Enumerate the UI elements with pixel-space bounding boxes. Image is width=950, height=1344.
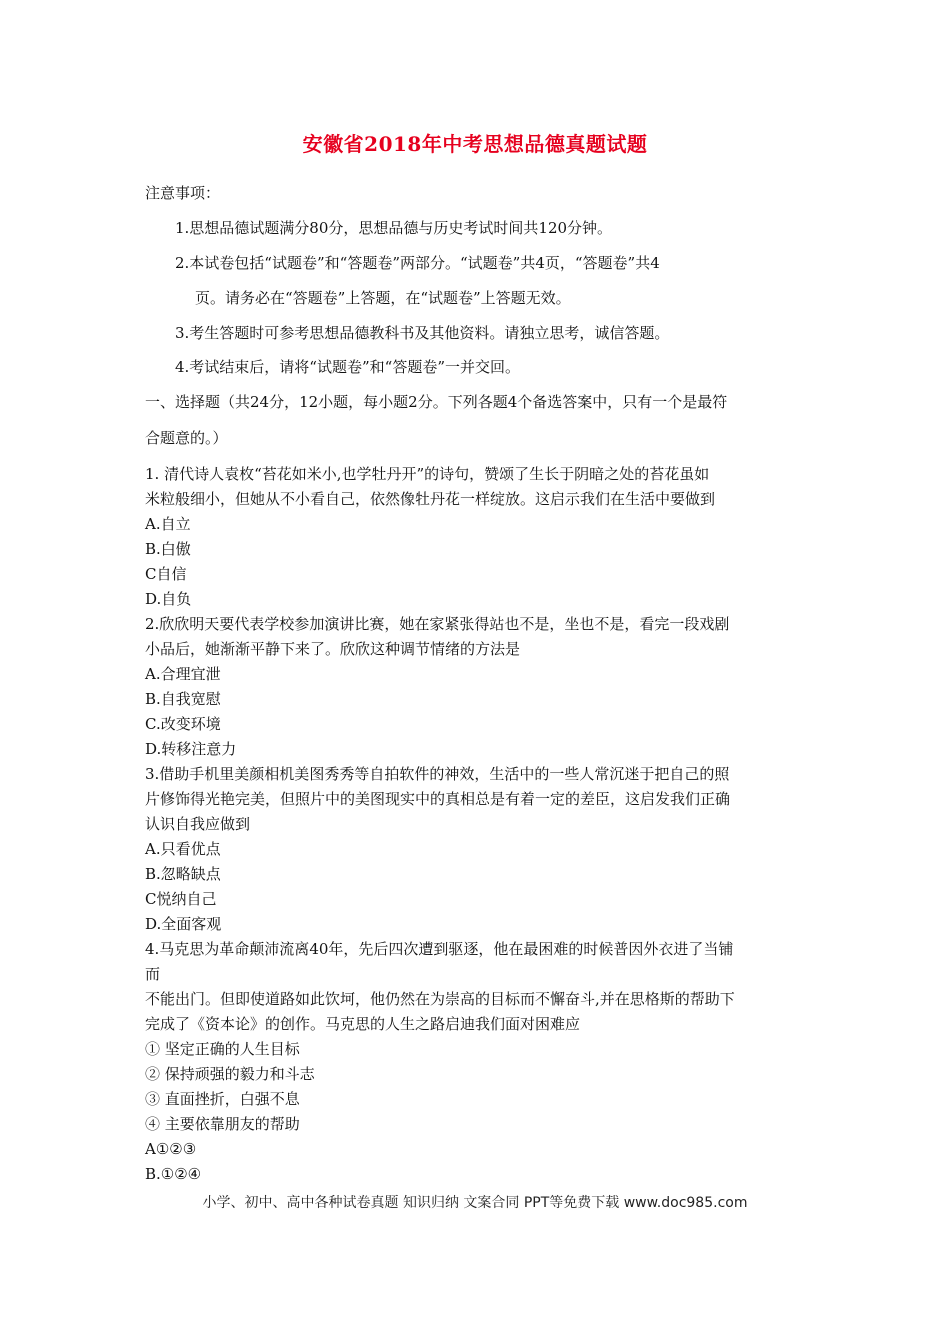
question-option: B.忽略缺点 [145, 865, 221, 883]
question-option: A①②③ [145, 1140, 197, 1158]
question-line: 4.马克思为革命颠沛流离40年，先后四次遭到驱逐，他在最困难的时候普因外衣进了当铺 [145, 940, 734, 958]
question-option: C悦纳自己 [145, 890, 217, 908]
question-option: D.全面客观 [145, 915, 222, 933]
question-option: D.转移注意力 [145, 740, 237, 758]
question-option: A.自立 [145, 515, 191, 533]
question-option: B.自我宽慰 [145, 690, 221, 708]
question-statement: ③ 直面挫折，白强不息 [145, 1090, 300, 1108]
notice-heading: 注意事项： [145, 184, 221, 202]
notice-item: 页。请务必在“答题卷”上答题，在“试题卷”上答题无效。 [195, 289, 571, 307]
question-option: B.白傲 [145, 540, 191, 558]
question-line: 2.欣欣明天要代表学校参加演讲比赛，她在家紧张得站也不是，坐也不是，看完一段戏剧 [145, 615, 730, 633]
notice-item: 1.思想品德试题满分80分，思想品德与历史考试时间共120分钟。 [175, 219, 613, 237]
question-option: D.自负 [145, 590, 192, 608]
question-line: 1. 清代诗人袁枚“苔花如米小,也学牡丹开”的诗句，赞颂了生长于阴暗之处的苔花虽如 [145, 465, 710, 483]
question-line: 认识自我应做到 [145, 815, 251, 833]
question-option: C自信 [145, 565, 187, 583]
question-statement: ④ 主要依靠朋友的帮助 [145, 1115, 300, 1133]
question-statement: ① 坚定正确的人生目标 [145, 1040, 300, 1058]
question-line: 3.借助手机里美颜相机美图秀秀等自拍软件的神效，生活中的一些人常沉迷于把自己的照 [145, 765, 730, 783]
section-heading-cont: 合题意的。） [145, 429, 228, 447]
question-option: C.改变环境 [145, 715, 221, 733]
question-line: 而 [145, 965, 161, 983]
question-line: 米粒般细小，但她从不小看自己，依然像牡丹花一样绽放。这启示我们在生活中要做到 [145, 490, 716, 508]
document-title: 安徽省2018年中考思想品德真题试题 [302, 132, 648, 156]
question-line: 完成了《资本论》的创作。马克思的人生之路启迪我们面对困难应 [145, 1015, 581, 1033]
question-line: 不能出门。但即使道路如此饮坷，他仍然在为崇高的目标而不懈奋斗,并在思格斯的帮助下 [145, 990, 735, 1008]
notice-item: 2.本试卷包括“试题卷”和“答题卷”两部分。“试题卷”共4页，“答题卷”共4 [175, 254, 660, 272]
question-option: A.只看优点 [145, 840, 221, 858]
page-footer: 小学、初中、高中各种试卷真题 知识归纳 文案合同 PPT等免费下载 www.doc985.com [202, 1195, 748, 1211]
section-heading: 一、选择题（共24分，12小题，每小题2分。下列各题4个备选答案中，只有一个是最符 [145, 393, 728, 411]
question-line: 片修饰得光艳完美，但照片中的美图现实中的真相总是有着一定的差臣，这启发我们正确 [145, 790, 731, 808]
question-statement: ② 保持顽强的毅力和斗志 [145, 1065, 315, 1083]
notice-item: 3.考生答题时可参考思想品德教科书及其他资料。请独立思考，诚信答题。 [175, 324, 670, 342]
question-option: A.合理宜泄 [145, 665, 221, 683]
notice-item: 4.考试结束后，请将“试题卷”和“答题卷”一并交回。 [175, 358, 520, 376]
question-line: 小品后，她渐渐平静下来了。欣欣这种调节情绪的方法是 [145, 640, 521, 658]
question-option: B.①②④ [145, 1165, 202, 1183]
